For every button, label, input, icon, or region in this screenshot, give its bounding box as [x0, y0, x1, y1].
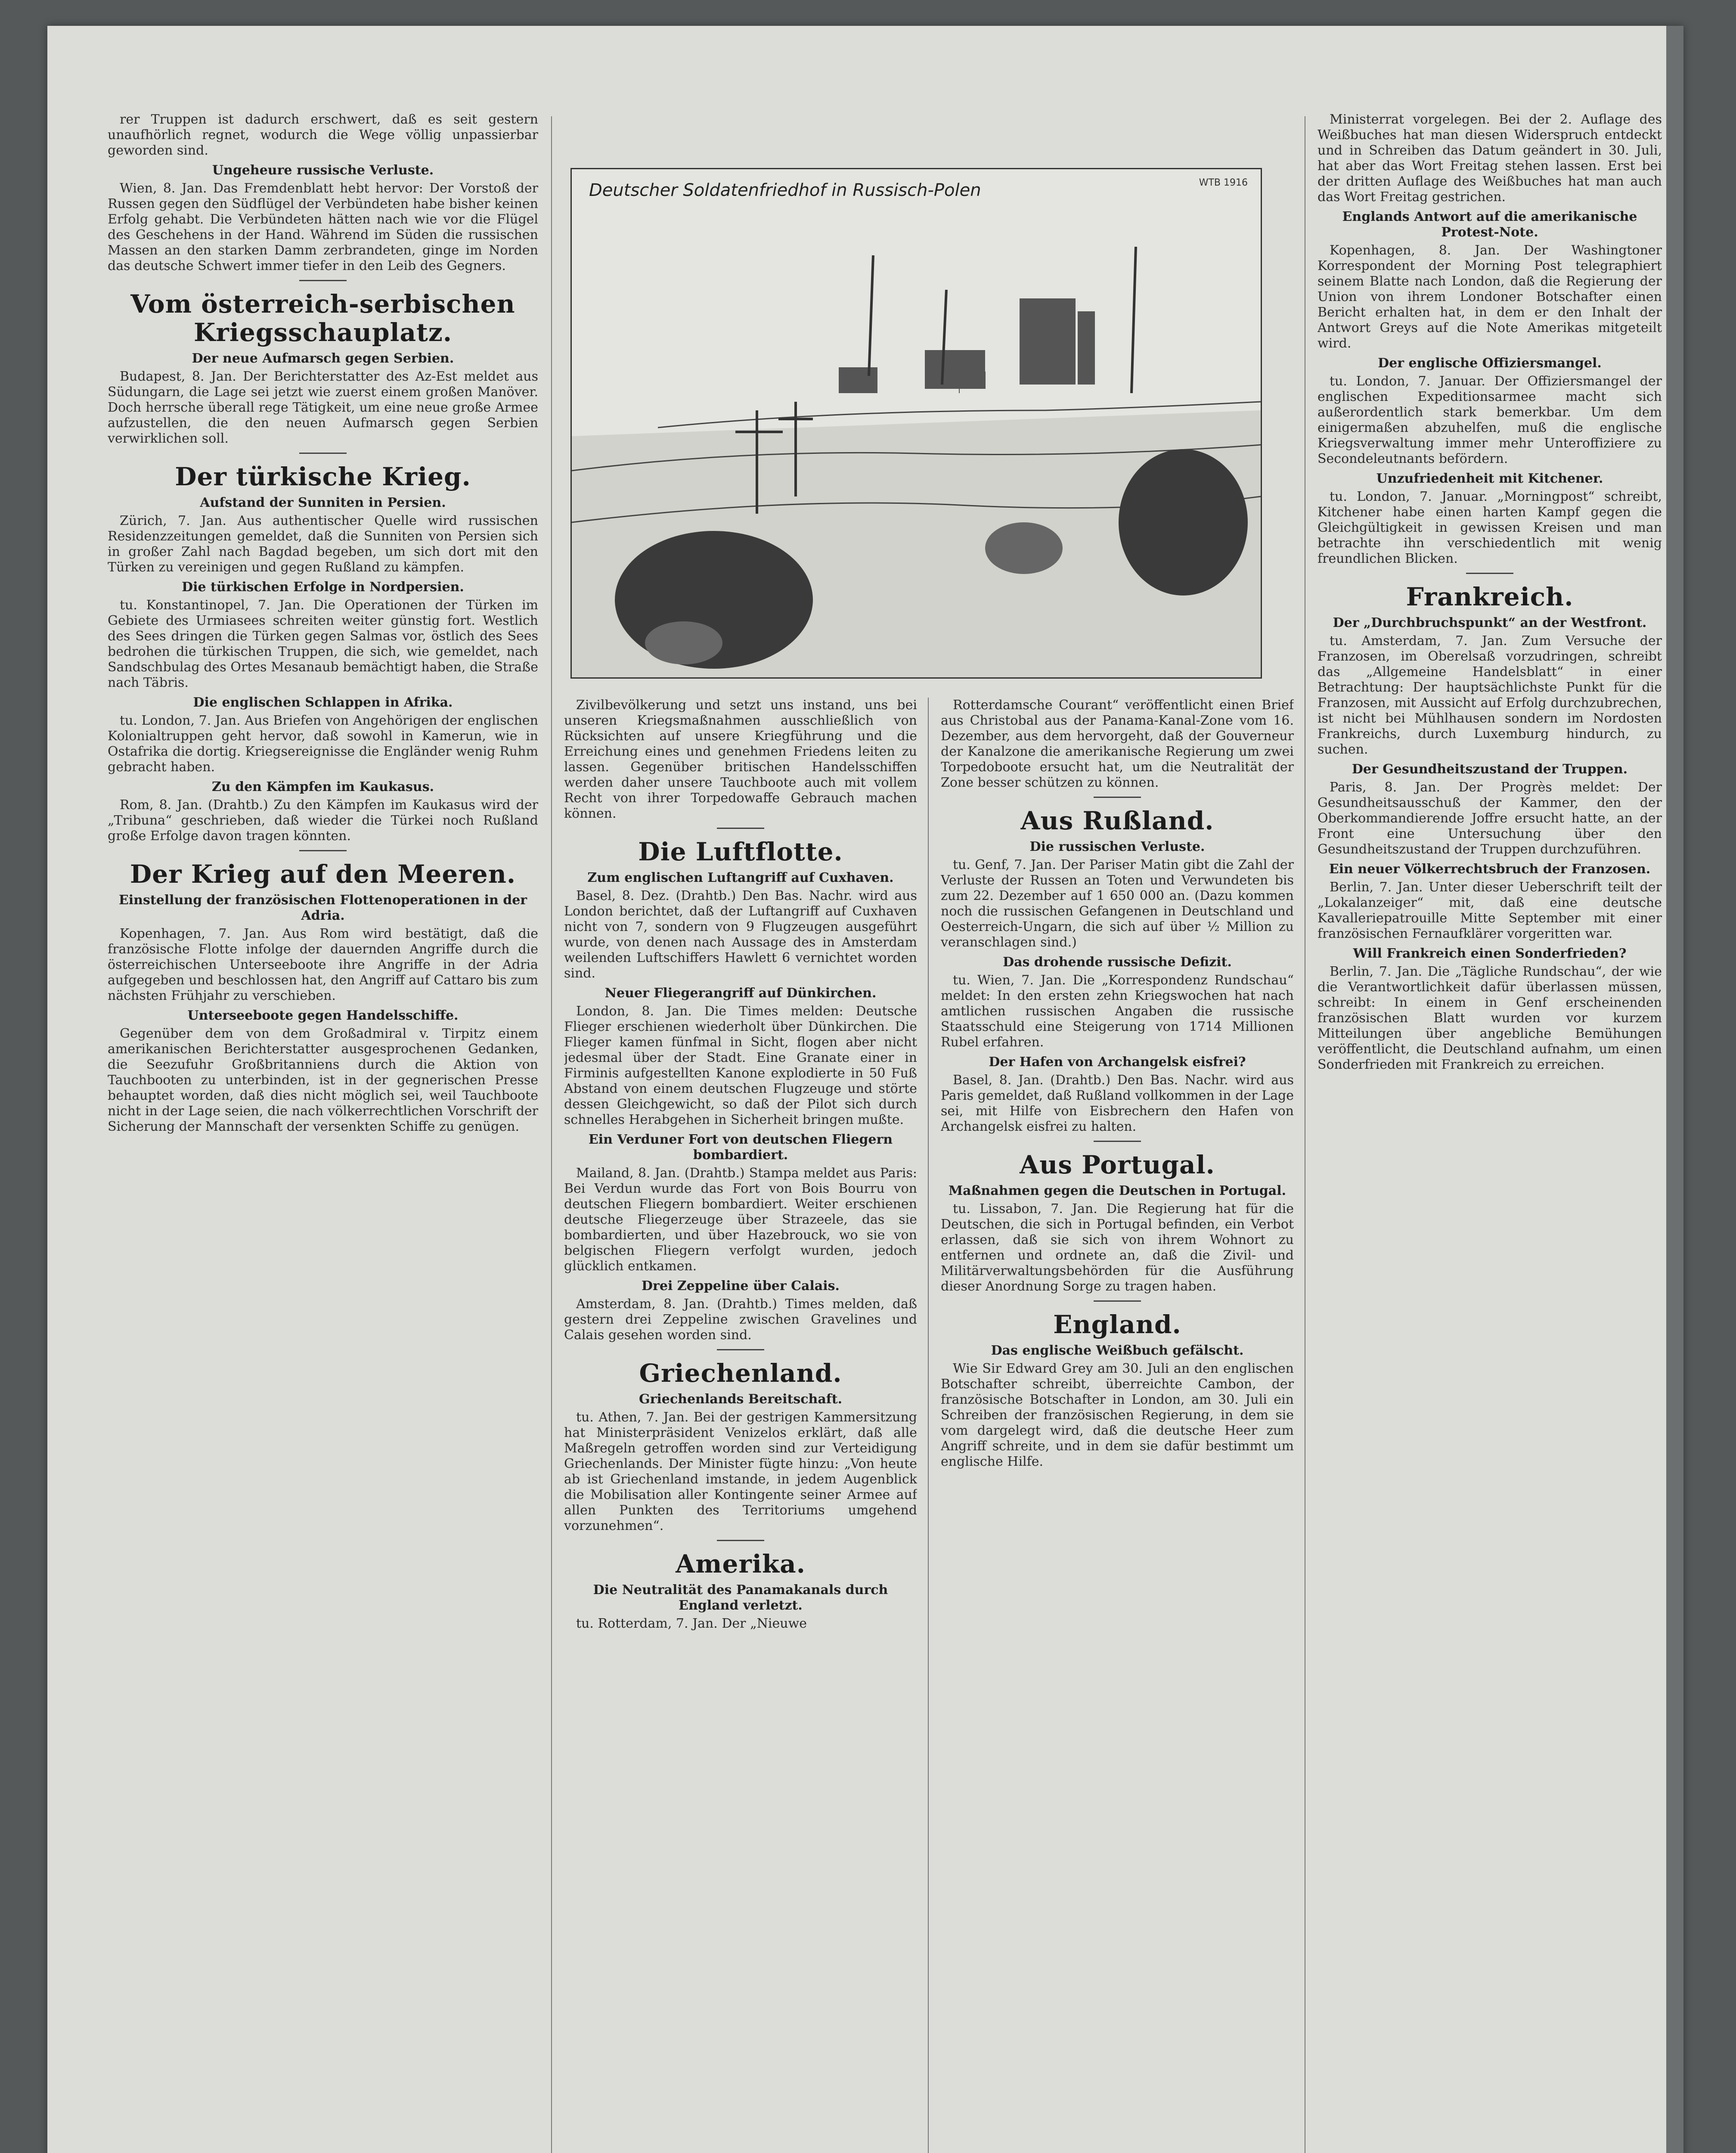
article-text: Ministerrat vorgelegen. Bei der 2. Auflage des Weißbuches hat man diesen Widerspruch entdeckt und in Schreiben das Datum geändert in 30. Juli, hat aber das Wort Freitag stehen lassen. Erst bei der dritten Auflage des Weißbuches hat man auch das Wort Freitag gestrichen. [1318, 112, 1662, 205]
illustration-caption: Deutscher Soldatenfriedhof in Russisch-Polen [589, 180, 981, 200]
headline: Neuer Fliegerangriff auf Dünkirchen. [604, 986, 877, 1001]
column-2 [564, 698, 917, 2153]
headline: Der Hafen von Archangelsk eisfrei? [989, 1055, 1246, 1070]
headline: Zum englischen Luftangriff auf Cuxhaven. [587, 870, 894, 885]
headline: Der neue Aufmarsch gegen Serbien. [192, 351, 454, 366]
divider [299, 280, 347, 281]
article-text: tu. Wien, 7. Jan. Die „Korrespondenz Rundschau“ meldet: In den ersten zehn Kriegswochen hat nach amtlichen russischen Angaben die russische Staatsschuld eine Steigerung von 1714 Millionen Rubel erfahren. [941, 973, 1294, 1050]
section-title: Vom österreich-serbischen Kriegsschauplatz. [130, 289, 515, 347]
headline: Die russischen Verluste. [1029, 839, 1205, 854]
article-text: rer Truppen ist dadurch erschwert, daß es seit gestern unaufhörlich regnet, wodurch die Wege völlig unpassierbar geworden sind. [108, 112, 538, 158]
headline: Die türkischen Erfolge in Nordpersien. [182, 580, 464, 595]
headline: Maßnahmen gegen die Deutschen in Portugal. [948, 1183, 1286, 1198]
section-title: Der Krieg auf den Meeren. [130, 859, 516, 889]
headline: Griechenlands Bereitschaft. [639, 1392, 843, 1407]
article-text: Gegenüber dem von dem Großadmiral v. Tirpitz einem amerikanischen Berichterstatter ausgesprochenen Gedanken, die Seezufuhr Großbritanniens durch die Aktion von Tauchbooten zu unterbinden, ist in der gegnerischen Presse behauptet worden, daß dies nicht möglich sei, weil Tauchboote nicht in der Lage seien, die nach völkerrechtlichen Vorschrift der Sicherung der Mannschaft der versenkten Schiffe zu genügen. [108, 1026, 538, 1134]
headline: Einstellung der französischen Flottenoperationen in der Adria. [118, 893, 527, 923]
article-text: Berlin, 7. Jan. Unter dieser Ueberschrift teilt der „Lokalanzeiger“ mit, daß eine deutsche Kavalleriepatrouille Mitte September mit einer französischen Fernaufklärer vorgeritten war. [1318, 880, 1662, 941]
section-title: Die Luftflotte. [638, 837, 843, 866]
article-text: tu. Athen, 7. Jan. Bei der gestrigen Kammersitzung hat Ministerpräsident Venizelos erklärt, daß alle Maßregeln getroffen worden sind zur Verteidigung Griechenlands. Der Minister fügte hinzu: „Von heute ab ist Griechenland imstande, in jedem Augenblick die Mobilisation aller Kontingente seiner Armee auf allen Punkten des Territoriums umgehend vorzunehmen“. [564, 1410, 917, 1533]
article-text: Paris, 8. Jan. Der Progrès meldet: Der Gesundheitsausschuß der Kammer, den der Oberkommandierende Joffre ersucht hatte, an der Front eine Untersuchung über den Gesundheitszustand der Truppen durchzuführen. [1318, 780, 1662, 857]
divider [1094, 797, 1141, 798]
headline: Zu den Kämpfen im Kaukasus. [211, 779, 434, 794]
column-3 [941, 698, 1294, 2153]
divider [717, 828, 764, 829]
article-text: tu. London, 7. Jan. Aus Briefen von Angehörigen der englischen Kolonialtruppen geht hervor, daß sowohl in Kamerun, wie in Ostafrika die dortig. Kriegsereignisse die Engländer wenig Ruhm gebracht haben. [108, 713, 538, 775]
article-text: tu. Konstantinopel, 7. Jan. Die Operationen der Türken im Gebiete des Urmiasees schreiten weiter günstig fort. Westlich des Sees dringen die Türken gegen Salmas vor, östlich des Sees bedrohen die türkischen Truppen, die sich, wie gemeldet, nach Sandschbulag des Ortes Mesanaub bemächtigt haben, die Straße nach Täbris. [108, 598, 538, 690]
article-text: Kopenhagen, 8. Jan. Der Washingtoner Korrespondent der Morning Post telegraphiert seinem Blatte nach London, daß die Regierung der Union von ihrem Londoner Botschafter einen Bericht erhalten hat, in dem er den Inhalt der Antwort Greys auf die Note Amerikas mitgeteilt wird. [1318, 243, 1662, 351]
headline: Will Frankreich einen Sonderfrieden? [1353, 946, 1627, 961]
divider [717, 1349, 764, 1350]
section-title: Aus Portugal. [1020, 1150, 1215, 1179]
column-4 [1318, 112, 1662, 2153]
article-text: tu. Lissabon, 7. Jan. Die Regierung hat für die Deutschen, die sich in Portugal befinden, ein Verbot erlassen, daß sie sich von ihrem Wohnort zu entfernen und ordnete an, daß die Zivil- und Militärverwaltungsbehörden für die Ausführung dieser Anordnung Sorge zu tragen haben. [941, 1201, 1294, 1294]
headline: Ein neuer Völkerrechtsbruch der Franzosen. [1329, 862, 1651, 877]
article-text: Basel, 8. Jan. (Drahtb.) Den Bas. Nachr. wird aus Paris gemeldet, daß Rußland vollkommen in der Lage sei, mit Hilfe von Eisbrechern den Hafen von Archangelsk eisfrei zu halten. [941, 1073, 1294, 1134]
article-text: Zürich, 7. Jan. Aus authentischer Quelle wird russischen Residenzzeitungen gemeldet, daß die Sunniten von Persien sich in großer Zahl nach Bagdad begeben, um sich dort mit den Türken zu vereinigen und gegen Rußland zu kämpfen. [108, 513, 538, 575]
article-text: Budapest, 8. Jan. Der Berichterstatter des Az-Est meldet aus Südungarn, die Lage sei jetzt wie zuerst einem großen Manöver. Doch herrsche überall rege Tätigkeit, um eine neue große Armee aufzustellen, die den neuen Aufmarsch gegen Serbien verwirklichen soll. [108, 369, 538, 446]
headline: Die Neutralität des Panamakanals durch England verletzt. [593, 1582, 888, 1613]
article-text: Rom, 8. Jan. (Drahtb.) Zu den Kämpfen im Kaukasus wird der „Tribuna“ geschrieben, daß wieder die Türkei noch Rußland große Erfolge davon tragen könnten. [108, 797, 538, 844]
article-text: Amsterdam, 8. Jan. (Drahtb.) Times melden, daß gestern drei Zeppeline zwischen Gravelines und Calais gesehen worden sind. [564, 1297, 917, 1343]
newspaper-page [47, 26, 1683, 2153]
headline: Unterseeboote gegen Handelsschiffe. [187, 1008, 459, 1023]
article-text: Mailand, 8. Jan. (Drahtb.) Stampa meldet aus Paris: Bei Verdun wurde das Fort von Bois Bourru von deutschen Fliegern bombardiert. Weiter erschienen deutsche Fliegerzeuge über Strazeele, das sie bombardierten, und über Hazebrouck, wo sie von belgischen Fliegern verfolgt wurden, jedoch glücklich entkamen. [564, 1166, 917, 1274]
headline: Aufstand der Sunniten in Persien. [200, 495, 446, 510]
article-text: Wien, 8. Jan. Das Fremdenblatt hebt hervor: Der Vorstoß der Russen gegen den Südflügel der Verbündeten habe bisher keinen Erfolg gehabt. Die Verbündeten hätten nach wie vor die Flügel des Geschehens in der Hand. Während im Süden die russischen Massen an den starken Damm zerbrandeten, ginge im Norden das deutsche Schwert immer tiefer in den Leib des Gegners. [108, 181, 538, 273]
divider [299, 850, 347, 851]
headline: Der „Durchbruchspunkt“ an der Westfront. [1333, 615, 1647, 630]
headline: Unzufriedenheit mit Kitchener. [1376, 471, 1603, 486]
divider [299, 453, 347, 454]
illustration-soldier-cemetery [570, 168, 1262, 679]
cemetery-drawing [572, 169, 1261, 677]
article-text: Rotterdamsche Courant“ veröffentlicht einen Brief aus Christobal aus der Panama-Kanal-Zone vom 16. Dezember, aus dem hervorgeht, daß der Gouverneur der Kanalzone die amerikanische Regierung um zwei Torpedoboote ersucht hat, um die Neutralität der Zone besser schützen zu können. [941, 698, 1294, 790]
section-title: Aus Rußland. [1020, 806, 1214, 835]
divider [1094, 1300, 1141, 1302]
divider [1466, 573, 1513, 574]
headline: Drei Zeppeline über Calais. [642, 1278, 840, 1294]
article-text: tu. London, 7. Januar. Der Offiziersmangel der englischen Expeditionsarmee macht sich außerordentlich stark bemerkbar. Um dem einigermaßen abzuhelfen, muß die englische Kriegsverwaltung immer mehr Unteroffiziere zu Secondeleutnants befördern. [1318, 374, 1662, 466]
article-text: tu. Genf, 7. Jan. Der Pariser Matin gibt die Zahl der Verluste der Russen an Toten und Verwundeten bis zum 22. Dezember auf 1 650 000 an. (Dazu kommen noch die russischen Gefangenen in Deutschland und Oesterreich-Ungarn, die sich auf über ½ Million zu veranschlagen sind.) [941, 857, 1294, 950]
headline: Die englischen Schlappen in Afrika. [193, 695, 453, 710]
article-text: tu. Rotterdam, 7. Jan. Der „Nieuwe [576, 1616, 807, 1631]
article-text: Zivilbevölkerung und setzt uns instand, uns bei unseren Kriegsmaßnahmen ausschließlich von Rücksichten auf unsere Kriegführung und die Erreichung eines und genehmen Friedens leiten zu lassen. Gegenüber britischen Handelsschiffen werden daher unsere Tauchboote auch mit vollem Recht von ihrer Torpedowaffe Gebrauch machen können. [564, 698, 917, 821]
headline: Ungeheure russische Verluste. [212, 163, 434, 178]
headline: Englands Antwort auf die amerikanische Protest-Note. [1342, 209, 1637, 240]
page-edge [1666, 26, 1683, 2153]
section-title: Griechenland. [639, 1359, 842, 1388]
headline: Der Gesundheitszustand der Truppen. [1352, 762, 1628, 777]
section-title: Amerika. [676, 1549, 806, 1579]
headline: Ein Verduner Fort von deutschen Fliegern bombardiert. [588, 1132, 893, 1163]
headline: Der englische Offiziersmangel. [1378, 356, 1602, 371]
section-title: Frankreich. [1406, 582, 1574, 611]
section-title: England. [1053, 1310, 1181, 1339]
section-title: Der türkische Krieg. [175, 462, 471, 491]
column-1 [108, 112, 538, 2153]
column-divider [928, 698, 929, 2153]
divider [1094, 1141, 1141, 1142]
article-text: Berlin, 7. Jan. Die „Tägliche Rundschau“, der wie die Verantwortlichkeit dafür überlassen müssen, schreibt: In einem in Genf erscheinenden französischen Blatt wurden vor kurzem Mitteilungen über angebliche Bemühungen veröffentlicht, die Deutschland aufnahm, um einen Sonderfrieden mit Frankreich zu erreichen. [1318, 964, 1662, 1072]
illustration-mark: WTB 1916 [1199, 177, 1248, 188]
column-divider [551, 116, 552, 2153]
divider [717, 1540, 764, 1541]
article-text: Kopenhagen, 7. Jan. Aus Rom wird bestätigt, daß die französische Flotte infolge der dauernden Angriffe durch die österreichischen Unterseeboote ihre Angriffe in der Adria aufgegeben und beschlossen hat, den Angriff auf Cattaro bis zum nächsten Frühjahr zu verschieben. [108, 926, 538, 1003]
article-text: Wie Sir Edward Grey am 30. Juli an den englischen Botschafter schreibt, überreichte Cambon, der französische Botschafter in London, am 30. Juli ein Schreiben der französischen Regierung, in dem sie vom dargelegt wird, daß die deutsche Heer zum Angriff schreite, und in dem sie dafür bestimmt um englische Hilfe. [941, 1361, 1294, 1469]
article-text: tu. Amsterdam, 7. Jan. Zum Versuche der Franzosen, im Oberelsaß vorzudringen, schreibt das „Allgemeine Handelsblatt“ in einer Betrachtung: Der hauptsächlichste Punkt für die Franzosen, mit Aussicht auf Erfolg durchzubrechen, ist nicht bei Mühlhausen sondern im Nordosten Frankreichs, durch Luxemburg hindurch, zu suchen. [1318, 633, 1662, 757]
article-text: Basel, 8. Dez. (Drahtb.) Den Bas. Nachr. wird aus London berichtet, daß der Luftangriff auf Cuxhaven nicht von 7, sondern von 9 Flugzeugen ausgeführt wurde, von denen nach Aussage des in Amsterdam weilenden Luftschiffers Hawlett 6 vernichtet worden sind. [564, 888, 917, 981]
headline: Das englische Weißbuch gefälscht. [991, 1343, 1244, 1358]
headline: Das drohende russische Defizit. [1003, 955, 1232, 970]
article-text: tu. London, 7. Januar. „Morningpost“ schreibt, Kitchener habe einen harten Kampf gegen die Gleichgültigkeit in gewissen Kreisen und man betrachte ihn verschiedentlich mit wenig freundlichen Blicken. [1318, 489, 1662, 566]
article-text: London, 8. Jan. Die Times melden: Deutsche Flieger erschienen wiederholt über Dünkirchen. Die Flieger kamen fünfmal in Sicht, flogen aber nicht jedesmal über der Stadt. Eine Granate einer in Firminis aufgestellten Kanone explodierte in 50 Fuß Abstand von einem deutschen Flugzeuge und störte dessen Gleichgewicht, so daß der Pilot sich durch schnelles Herabgehen in Sicherheit bringen mußte. [564, 1004, 917, 1127]
